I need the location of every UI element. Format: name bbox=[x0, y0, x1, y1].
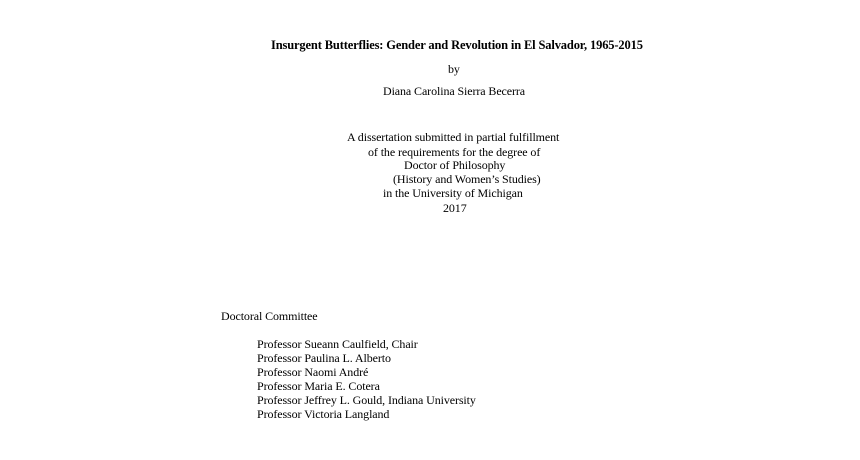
submission-year: 2017 bbox=[443, 201, 467, 215]
dissertation-title: Insurgent Butterflies: Gender and Revolution in El Salvador, 1965-2015 bbox=[271, 38, 643, 52]
committee-heading: Doctoral Committee bbox=[221, 309, 318, 323]
committee-member: Professor Jeffrey L. Gould, Indiana University bbox=[257, 393, 476, 407]
committee-member: Professor Victoria Langland bbox=[257, 407, 390, 421]
submission-line: of the requirements for the degree of bbox=[368, 145, 541, 159]
committee-member: Professor Sueann Caulfield, Chair bbox=[257, 337, 418, 351]
committee-member: Professor Naomi André bbox=[257, 365, 369, 379]
committee-member-list bbox=[257, 337, 476, 421]
committee-member: Professor Paulina L. Alberto bbox=[257, 351, 391, 365]
university-line: in the University of Michigan bbox=[383, 186, 523, 200]
submission-line: A dissertation submitted in partial fulfillment bbox=[347, 130, 560, 144]
degree-field: (History and Women’s Studies) bbox=[393, 172, 541, 186]
degree-name: Doctor of Philosophy bbox=[404, 158, 506, 172]
author-name: Diana Carolina Sierra Becerra bbox=[383, 84, 526, 98]
committee-member: Professor Maria E. Cotera bbox=[257, 379, 380, 393]
by-line: by bbox=[448, 62, 460, 76]
